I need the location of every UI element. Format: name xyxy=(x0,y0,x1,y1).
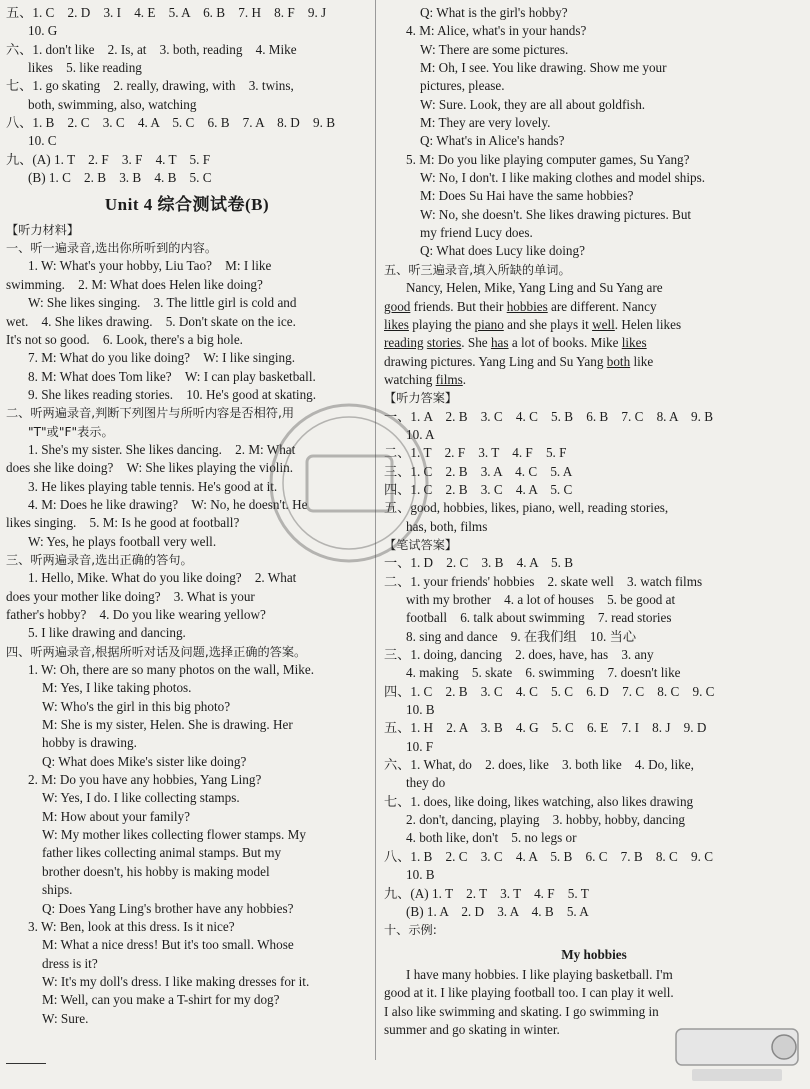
left-text-line: 4. M: Does he like drawing? W: No, he doesn't. He xyxy=(28,496,308,512)
right-text-line: drawing pictures. Yang Ling and Su Yang both like xyxy=(384,353,654,369)
right-text-line: 5. M: Do you like playing computer games, Su Yang? xyxy=(406,151,690,167)
right-text-line: 10. B xyxy=(406,702,435,718)
left-text-line: 【听力材料】 xyxy=(6,222,80,237)
right-text-line: watching films. xyxy=(384,371,467,387)
left-text-line: 二、听两遍录音,判断下列图片与所听内容是否相符,用 xyxy=(6,406,295,421)
left-text-line: 一、听一遍录音,选出你所听到的内容。 xyxy=(6,241,218,256)
left-text-line: 九、(A) 1. T 2. F 3. F 4. T 5. F xyxy=(6,151,211,167)
right-text-line: 五、good, hobbies, likes, piano, well, reading stories, xyxy=(384,500,669,516)
right-text-line: (B) 1. A 2. D 3. A 4. B 5. A xyxy=(406,903,589,919)
right-text-line: 八、1. B 2. C 3. C 4. A 5. B 6. C 7. B 8. C 9. C xyxy=(384,848,713,864)
right-text-line: has, both, films xyxy=(406,518,488,534)
left-text-line: wet. 4. She likes drawing. 5. Don't skate on the ice. xyxy=(6,313,296,329)
left-text-line: 3. He likes playing table tennis. He's good at it. xyxy=(28,478,278,494)
left-text-line: 三、听两遍录音,选出正确的答句。 xyxy=(6,552,193,567)
filled-word: both xyxy=(606,353,631,369)
right-text-line: Q: What's in Alice's hands? xyxy=(420,133,565,149)
right-text-line: with my brother 4. a lot of houses 5. be good at xyxy=(406,592,676,607)
left-text-line: 1. W: What's your hobby, Liu Tao? M: I like xyxy=(28,258,272,274)
right-column xyxy=(384,4,804,1039)
filled-word: good xyxy=(384,298,411,314)
right-text-line: 七、1. does, like doing, likes watching, also likes drawing xyxy=(384,793,694,809)
left-text-line: 2. M: Do you have any hobbies, Yang Ling? xyxy=(28,772,262,788)
right-text-line: W: Sure. Look, they are all about goldfish. xyxy=(420,96,646,112)
left-text-line: "T"或"F"表示。 xyxy=(28,424,114,439)
left-text-line: does she like doing? W: She likes playing the violin. xyxy=(6,460,294,476)
filled-word: well xyxy=(592,316,615,332)
filled-word: likes xyxy=(384,316,409,332)
left-text-line: M: She is my sister, Helen. She is drawing. Her xyxy=(42,717,293,733)
right-text-line: 三、1. C 2. B 3. A 4. C 5. A xyxy=(384,463,573,479)
right-text-line: 2. don't, dancing, playing 3. hobby, hobby, dancing xyxy=(406,812,686,828)
left-text-line: hobby is drawing. xyxy=(42,735,137,751)
right-text-line: 一、1. D 2. C 3. B 4. A 5. B xyxy=(384,555,574,571)
left-text-line: M: Yes, I like taking photos. xyxy=(42,680,192,696)
right-text-line: Q: What is the girl's hobby? xyxy=(420,5,568,20)
left-text-line: W: It's my doll's dress. I like making dresses for it. xyxy=(42,973,310,989)
right-text-line: they do xyxy=(406,775,446,791)
right-text-line: reading stories. She has a lot of books. Mike likes xyxy=(384,335,647,351)
left-text-line: 8. M: What does Tom like? W: I can play basketball. xyxy=(28,368,316,384)
left-text-line: W: Sure. xyxy=(42,1010,89,1026)
left-text-line: likes 5. like reading xyxy=(28,60,142,76)
right-text-line: 二、1. your friends' hobbies 2. skate well 3. watch films xyxy=(384,573,703,589)
right-text-line: 8. sing and dance 9. 在我们组 10. 当心 xyxy=(406,628,637,644)
right-text-line: good at it. I like playing football too. I can play it well. xyxy=(384,985,674,1001)
left-text-line: both, swimming, also, watching xyxy=(28,96,197,112)
footer-rule xyxy=(6,1063,46,1064)
left-text-line: father likes collecting animal stamps. But my xyxy=(42,845,282,861)
right-text-line: M: Oh, I see. You like drawing. Show me your xyxy=(420,60,667,76)
left-text-line: 10. G xyxy=(28,23,58,39)
right-text-line: Q: What does Lucy like doing? xyxy=(420,243,585,259)
left-text-line: M: Well, can you make a T-shirt for my dog? xyxy=(42,992,280,1008)
stamp-seal xyxy=(262,396,437,571)
left-text-line: 六、1. don't like 2. Is, at 3. both, reading 4. Mike xyxy=(6,41,297,57)
right-text-line: 五、1. H 2. A 3. B 4. G 5. C 6. E 7. I 8. J 9. D xyxy=(384,720,707,736)
right-text-line: 【笔试答案】 xyxy=(384,537,458,552)
right-text-line: M: They are very lovely. xyxy=(420,115,551,131)
filled-word: films xyxy=(435,371,463,387)
right-text-line: My hobbies xyxy=(561,946,627,962)
right-text-line: 四、1. C 2. B 3. C 4. A 5. C xyxy=(384,481,573,497)
right-text-line: 六、1. What, do 2. does, like 3. both like 4. Do, like, xyxy=(384,757,694,773)
left-text-line: W: My mother likes collecting flower stamps. My xyxy=(42,827,306,843)
left-text-line: It's not so good. 6. Look, there's a big hole. xyxy=(6,331,243,347)
right-text-line: likes playing the piano and she plays it well. Helen likes xyxy=(384,316,682,332)
left-text-line: W: Yes, he plays football very well. xyxy=(28,533,217,549)
right-text-line: 二、1. T 2. F 3. T 4. F 5. F xyxy=(384,445,567,461)
left-text-line: W: Yes, I do. I like collecting stamps. xyxy=(42,790,240,806)
right-text-line: good friends. But their hobbies are different. Nancy xyxy=(384,298,657,314)
watermark-logo xyxy=(672,1025,802,1085)
left-text-line: Unit 4 综合测试卷(B) xyxy=(104,195,270,215)
right-text-line: W: No, I don't. I like making clothes and model ships. xyxy=(420,170,706,186)
left-text-line: ships. xyxy=(42,882,73,898)
left-text-line: M: What a nice dress! But it's too small. Whose xyxy=(42,937,294,953)
right-text-line: 10. B xyxy=(406,867,435,883)
filled-word: piano xyxy=(474,316,504,332)
left-text-line: W: Who's the girl in this big photo? xyxy=(42,698,231,714)
left-text-line: 1. Hello, Mike. What do you like doing? 2. What xyxy=(28,570,297,586)
left-text-line: swimming. 2. M: What does Helen like doing? xyxy=(6,276,263,292)
right-text-line: 四、1. C 2. B 3. C 4. C 5. C 6. D 7. C 8. C 9. C xyxy=(384,683,715,699)
left-text-line: 七、1. go skating 2. really, drawing, with 3. twins, xyxy=(6,78,294,94)
right-text-line: 一、1. A 2. B 3. C 4. C 5. B 6. B 7. C 8. A 9. B xyxy=(384,408,713,424)
filled-word: reading xyxy=(384,335,424,351)
left-text-line: M: How about your family? xyxy=(42,808,190,824)
left-text-line: 7. M: What do you like doing? W: I like singing. xyxy=(28,350,296,366)
left-text-line: 五、1. C 2. D 3. I 4. E 5. A 6. B 7. H 8. F 9. J xyxy=(6,5,327,20)
right-text-line: M: Does Su Hai have the same hobbies? xyxy=(420,188,634,204)
right-text-line: my friend Lucy does. xyxy=(420,225,533,241)
left-text-line: 9. She likes reading stories. 10. He's good at skating. xyxy=(28,386,317,402)
right-text-line: summer and go skating in winter. xyxy=(384,1021,560,1037)
filled-word: hobbies xyxy=(506,298,548,314)
right-text-line: 4. both like, don't 5. no legs or xyxy=(406,830,577,846)
left-text-line: 10. C xyxy=(28,133,57,149)
left-text-line: 5. I like drawing and dancing. xyxy=(28,625,186,641)
filled-word: stories xyxy=(426,335,462,351)
left-text-line: 四、听两遍录音,根据所听对话及问题,选择正确的答案。 xyxy=(6,644,307,659)
right-text-line: I also like swimming and skating. I go swimming in xyxy=(384,1003,659,1019)
right-text-line: 十、示例: xyxy=(384,923,437,938)
right-text-line: 10. A xyxy=(406,426,435,442)
left-text-line: (B) 1. C 2. B 3. B 4. B 5. C xyxy=(28,170,212,186)
right-text-line: 九、(A) 1. T 2. T 3. T 4. F 5. T xyxy=(384,885,589,901)
filled-word: has xyxy=(490,335,509,351)
left-text-line: W: She likes singing. 3. The little girl is cold and xyxy=(28,295,297,311)
left-text-line: Q: What does Mike's sister like doing? xyxy=(42,753,247,769)
left-text-line: father's hobby? 4. Do you like wearing yellow? xyxy=(6,607,266,622)
right-text-line: I have many hobbies. I like playing basketball. I'm xyxy=(406,966,673,982)
right-text-line: 三、1. doing, dancing 2. does, have, has 3. any xyxy=(384,647,654,663)
left-text-line: does your mother like doing? 3. What is your xyxy=(6,588,255,604)
right-text-line: 4. M: Alice, what's in your hands? xyxy=(406,23,587,39)
right-text-line: W: There are some pictures. xyxy=(420,41,569,57)
right-text-line: 【听力答案】 xyxy=(384,391,458,406)
right-text-line: 4. making 5. skate 6. swimming 7. doesn't like xyxy=(406,665,681,681)
left-text-line: dress is it? xyxy=(42,955,98,971)
left-text-line: 1. W: Oh, there are so many photos on the wall, Mike. xyxy=(28,662,315,678)
right-text-line: 10. F xyxy=(406,738,434,754)
left-text-line: brother doesn't, his hobby is making model xyxy=(42,863,270,879)
left-text-line: Q: Does Yang Ling's brother have any hobbies? xyxy=(42,900,294,916)
left-text-line: likes singing. 5. M: Is he good at football? xyxy=(6,515,240,531)
filled-word: likes xyxy=(621,335,647,351)
right-text-line: W: No, she doesn't. She likes drawing pictures. But xyxy=(420,206,692,222)
right-text-line: Nancy, Helen, Mike, Yang Ling and Su Yang are xyxy=(406,280,663,296)
right-text-line: football 6. talk about swimming 7. read stories xyxy=(406,610,672,626)
left-text-line: 3. W: Ben, look at this dress. Is it nice? xyxy=(28,918,235,934)
left-text-line: 八、1. B 2. C 3. C 4. A 5. C 6. B 7. A 8. D 9. B xyxy=(6,115,335,131)
right-text-line: 五、听三遍录音,填入所缺的单词。 xyxy=(384,262,571,277)
right-text-line: pictures, please. xyxy=(420,78,505,94)
left-text-line: 1. She's my sister. She likes dancing. 2. M: What xyxy=(28,441,296,457)
